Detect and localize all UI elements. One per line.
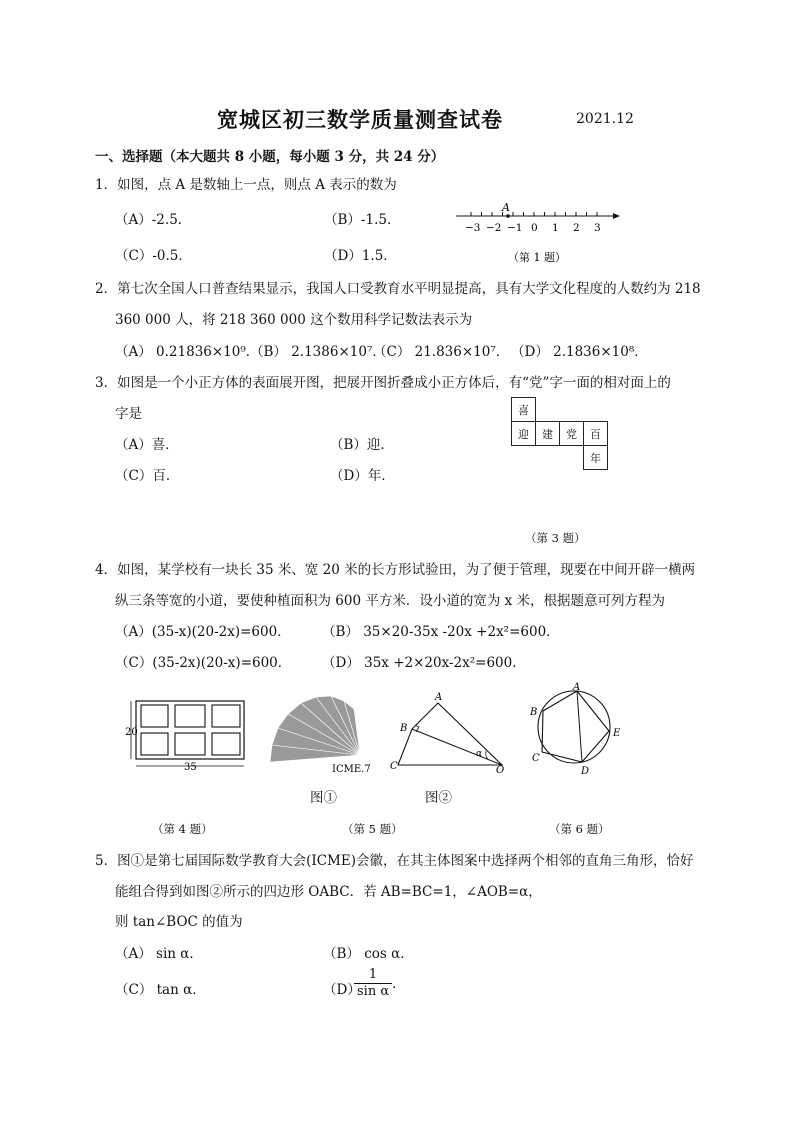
tick-label-2: 2 (573, 222, 580, 234)
q6-caption: （第 6 题） (549, 822, 610, 836)
fraction-numerator: 1 (354, 967, 392, 984)
q5-caption: （第 5 题） (342, 822, 403, 836)
q2-option-b: （B） 2.1386×10⁷． (250, 344, 386, 360)
chord-ad (577, 691, 582, 762)
point-c-label-q6: C (532, 753, 540, 764)
q2-option-c: （C） 21.836×10⁷． (373, 344, 510, 360)
tick-label-neg2: −2 (486, 222, 502, 234)
tick-label-0: 0 (531, 222, 538, 234)
cube-face-3: 党 (559, 421, 584, 446)
q5-option-c: （C） tan α． (115, 982, 206, 998)
q3-stem-line2: 字是 (115, 406, 142, 422)
diagonal-ob (412, 729, 502, 765)
q2-option-a: （A） 0.21836×10⁹． (115, 344, 260, 360)
q3-option-c: （C）百． (115, 468, 180, 484)
vertex-o-label: O (496, 765, 505, 776)
vertex-b-label: B (400, 723, 408, 734)
q3-option-b: （B）迎． (330, 437, 394, 453)
circle-pentagon-figure (526, 682, 626, 782)
point-a-label: A (502, 201, 510, 214)
fraction-denominator: sin α (357, 984, 390, 999)
alpha-label: α (476, 749, 483, 759)
point-d-label-q6: D (581, 766, 590, 777)
tick-label-neg3: −3 (465, 222, 481, 234)
section-heading: 一、选择题（本大题共 8 小题，每小题 3 分，共 24 分） (95, 149, 445, 165)
quadrilateral-oabc (398, 703, 502, 765)
page-title: 宽城区初三数学质量测查试卷 (217, 107, 503, 132)
q5-option-d: （D） (323, 982, 361, 998)
field-figure (122, 696, 250, 776)
q2-stem-line2: 360 000 人，将 218 360 000 这个数用科学记数法表示为 (115, 312, 473, 328)
quadrilateral-figure (388, 688, 508, 780)
q4-option-c: （C）(35-2x)(20-x)=600． (115, 655, 292, 671)
q4-option-b: （B） 35×20-35x -20x +2x²=600． (322, 624, 560, 640)
q3-option-d: （D）年． (330, 468, 395, 484)
angle-arc (486, 751, 488, 759)
q2-stem-line1: 2．第七次全国人口普查结果显示，我国人口受教育水平明显提高，具有大学文化程度的人数约为 218 (95, 281, 701, 297)
field-outline (136, 701, 244, 759)
q2-option-d: （D） 2.1836×10⁸． (511, 344, 648, 360)
q1-option-b: （B）-1.5． (324, 212, 401, 228)
q4-option-d: （D） 35x +2×20x-2x²=600． (322, 655, 526, 671)
q4-stem-line2: 纵三条等宽的小道，要使种植面积为 600 平方米．设小道的宽为 x 米，根据题意可列方程为 (115, 593, 666, 609)
q5-stem-line2: 能组合得到如图②所示的四边形 OABC．若 AB=BC=1，∠AOB=α， (115, 884, 542, 900)
point-b-label-q6: B (530, 707, 538, 718)
tick-label-1: 1 (552, 222, 559, 234)
q4-stem-line1: 4．如图，某学校有一块长 35 米、宽 20 米的长方形试验田，为了便于管理，现要在中间开辟一横两 (95, 562, 696, 578)
cube-face-2: 建 (535, 421, 560, 446)
tick-label-3: 3 (594, 222, 601, 234)
cube-face-top: 喜 (511, 397, 536, 422)
field-plots (141, 705, 240, 755)
q5-stem-line3: 则 tan∠BOC 的值为 (115, 914, 243, 930)
q3-caption: （第 3 题） (525, 531, 586, 545)
fig1-label: 图① (310, 790, 337, 806)
icme-spiral-triangles (270, 696, 360, 762)
exam-date: 2021.12 (576, 111, 634, 127)
number-line-ticks (471, 212, 597, 216)
q1-option-c: （C）-0.5． (115, 248, 192, 264)
number-line-arrow (613, 213, 620, 219)
cube-face-1: 迎 (511, 421, 536, 446)
q1-stem: 1．如图，点 A 是数轴上一点，则点 A 表示的数为 (95, 177, 397, 193)
q4-caption: （第 4 题） (152, 822, 213, 836)
vertex-c-label: C (390, 761, 398, 772)
icme-logo-figure (268, 690, 378, 780)
fraction (354, 967, 392, 1000)
cube-face-bottom: 年 (583, 445, 608, 470)
q3-stem-line1: 3．如图是一个小正方体的表面展开图，把展开图折叠成小正方体后，有“党”字一面的相对面上的 (95, 375, 671, 391)
number-line-figure (448, 198, 624, 268)
q1-option-a: （A）-2.5． (115, 212, 192, 228)
fraction-tail: ． (392, 976, 406, 992)
q1-option-d: （D）1.5． (324, 248, 397, 264)
point-a-label-q6: A (573, 682, 581, 693)
icme-label: ICME.7 (332, 764, 371, 775)
q1-caption: （第 1 题） (508, 251, 566, 264)
point-a-dot (506, 214, 510, 218)
q4-option-a: （A）(35-x)(20-2x)=600． (115, 624, 291, 640)
cube-face-4: 百 (583, 421, 608, 446)
height-label: 20 (125, 727, 138, 738)
fig2-label: 图② (425, 790, 452, 806)
q5-option-b: （B） cos α． (323, 946, 414, 962)
vertex-a-label: A (435, 692, 443, 703)
q5-option-a: （A） sin α． (115, 946, 203, 962)
q5-option-d-fraction (354, 967, 406, 1000)
q3-option-a: （A）喜． (115, 437, 179, 453)
width-label: 35 (184, 762, 197, 773)
circle (538, 691, 610, 763)
point-e-label-q6: E (613, 728, 621, 739)
q5-stem-line1: 5．图①是第七届国际数学教育大会(ICME)会徽，在其主体图案中选择两个相邻的直角三角形，恰好 (95, 853, 694, 869)
tick-label-neg1: −1 (507, 222, 523, 234)
